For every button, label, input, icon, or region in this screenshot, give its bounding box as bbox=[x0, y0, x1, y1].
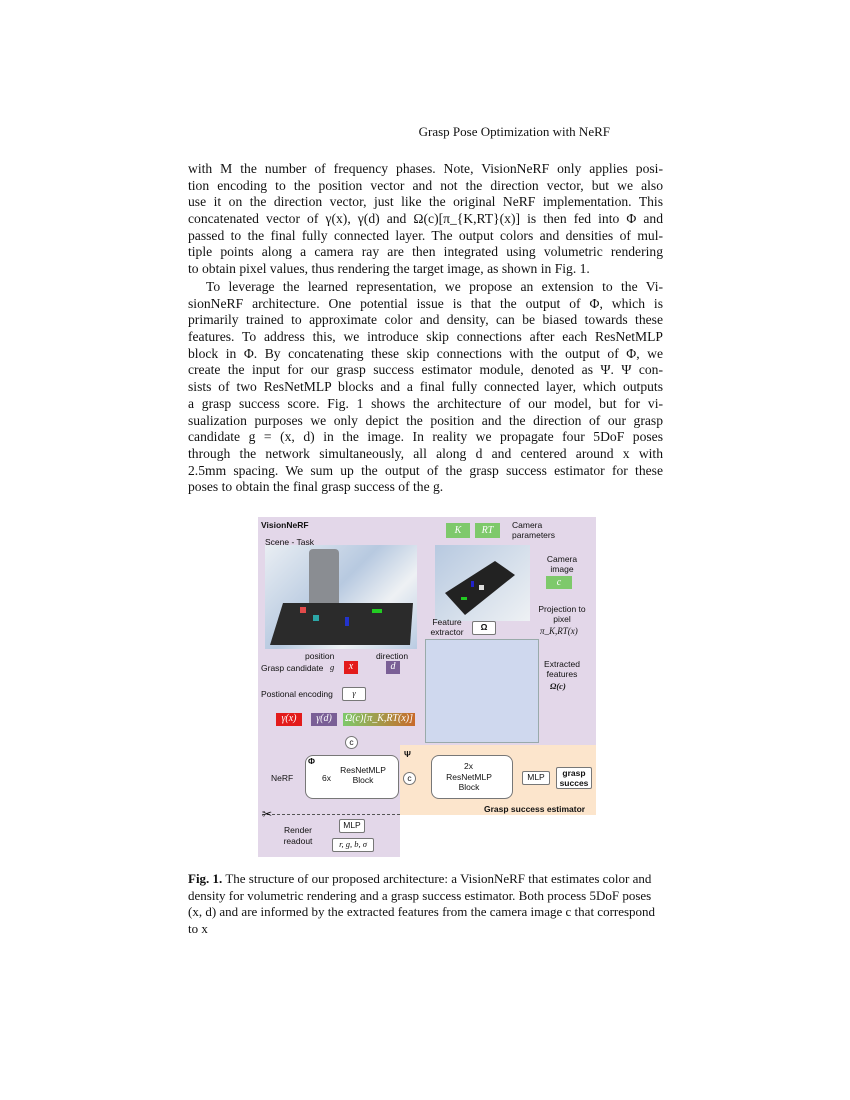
blank-region bbox=[400, 815, 596, 857]
text-line: a grasp success score. Fig. 1 shows the architecture of our model, but for vi- bbox=[188, 395, 663, 411]
projection-label: Projection to pixel bbox=[538, 604, 586, 624]
cut-line bbox=[262, 814, 400, 815]
nerf-label: NeRF bbox=[271, 773, 294, 783]
feature-extractor-label: Feature extractor bbox=[430, 617, 464, 637]
text-line: sists of two ResNetMLP blocks and a final fully connected layer, which outputs bbox=[188, 379, 663, 395]
render-mlp-box: MLP bbox=[339, 819, 365, 833]
gamma-x-box: γ(x) bbox=[276, 713, 302, 726]
omega-box: Ω bbox=[472, 621, 496, 635]
rt-box: RT bbox=[475, 523, 500, 538]
text-line: use it on the direction vector, just like the original NeRF implementation. This bbox=[188, 194, 663, 210]
visionnerf-label: VisionNeRF bbox=[261, 520, 309, 530]
extracted-features-label: Extracted features bbox=[544, 659, 580, 679]
text-line: create the input for our grasp success estimator module, denoted as Ψ. Ψ con- bbox=[188, 362, 663, 378]
psi-mlp-box: MLP bbox=[522, 771, 550, 785]
k-box: K bbox=[446, 523, 470, 538]
omega-c-label: Ω(c) bbox=[550, 681, 566, 691]
projection-math: π_K,RT(x) bbox=[540, 626, 578, 636]
text-line: tiple points along a camera ray are then integrated using volumetric rendering bbox=[188, 244, 663, 260]
x-box: x bbox=[344, 661, 358, 674]
d-box: d bbox=[386, 661, 400, 674]
text-line: with M the number of frequency phases. Note, VisionNeRF only applies posi- bbox=[188, 161, 663, 176]
scene-image bbox=[265, 545, 417, 649]
text-line: To leverage the learned representation, we propose an extension to the Vi- bbox=[206, 279, 663, 294]
paragraph-2 bbox=[188, 279, 663, 496]
two-x-label: 2x bbox=[464, 761, 473, 771]
psi-label: Ψ bbox=[404, 749, 411, 759]
caption-text: The structure of our proposed architecture: a VisionNeRF that estimates color and density for volumetric rendering and a grasp success estimator. Both process 5DoF poses (x, d) and are informed by the extracted features from the camera image c that correspond to x bbox=[188, 871, 656, 936]
psi-resnet-label: ResNetMLP Block bbox=[446, 772, 492, 792]
text-line: primarily trained to approximate color and density, can be biased towards these bbox=[188, 312, 663, 328]
paragraph-1 bbox=[188, 161, 663, 278]
scene-label: Scene - Task bbox=[265, 537, 314, 547]
camera-image-view bbox=[435, 545, 530, 621]
running-header: Grasp Pose Optimization with NeRF bbox=[418, 124, 610, 139]
rgb-sigma-output: r, g, b, σ bbox=[332, 838, 374, 852]
position-label: position bbox=[305, 651, 335, 661]
text-line: sualization purposes we only depict the position and the direction of our grasp bbox=[188, 412, 663, 428]
grasp-success-estimator-label: Grasp success estimator bbox=[484, 804, 586, 814]
figure-1 bbox=[258, 517, 596, 857]
text-line: poses to obtain the final grasp success of the g. bbox=[188, 479, 444, 495]
six-x-label: 6x bbox=[322, 773, 331, 783]
feature-volume bbox=[425, 639, 539, 743]
g-label: g bbox=[330, 662, 335, 672]
concat-node-2: c bbox=[403, 772, 416, 785]
text-line: candidate g = (x, d) in the image. In reality we propagate four 5DoF poses bbox=[188, 429, 663, 445]
gamma-box: γ bbox=[342, 687, 366, 701]
omega-projection-box: Ω(c)[π_K,RT(x)] bbox=[344, 713, 414, 724]
scissors-icon: ✂ bbox=[262, 807, 273, 821]
concat-node: c bbox=[345, 736, 358, 749]
camera-image-label: Camera image bbox=[546, 554, 578, 574]
text-line: through the network simultaneously, all along d and centered around x with bbox=[188, 445, 663, 461]
text-line: to obtain pixel values, thus rendering the target image, as shown in Fig. 1. bbox=[188, 261, 590, 277]
figure-caption bbox=[188, 871, 663, 937]
positional-encoding-label: Postional encoding bbox=[261, 689, 333, 699]
text-line: 2.5mm spacing. We sum up the output of the grasp success estimator for these bbox=[188, 462, 663, 478]
text-line: tion encoding to the position vector and not the direction vector, but we also bbox=[188, 177, 663, 193]
camera-parameters-label: Camera parameters bbox=[512, 520, 555, 540]
grasp-candidate-label: Grasp candidate bbox=[261, 663, 324, 673]
phi-label: Φ bbox=[308, 756, 315, 766]
gamma-d-box: γ(d) bbox=[311, 713, 337, 726]
text-line: passed to the final fully connected layer. The output colors and densities of mul- bbox=[188, 227, 663, 243]
nerf-resnet-label: ResNetMLP Block bbox=[340, 765, 386, 785]
text-line: sionNeRF architecture. One potential issue is that the output of Φ, which is bbox=[188, 295, 663, 311]
grasp-success-output: grasp succes bbox=[556, 767, 592, 789]
caption-label: Fig. 1. bbox=[188, 871, 223, 886]
text-line: block in Φ. By concatenating these skip connections with the output of Φ, we bbox=[188, 345, 663, 361]
direction-label: direction bbox=[376, 651, 409, 661]
render-readout-label: Render readout bbox=[283, 825, 313, 846]
text-line: concatenated vector of γ(x), γ(d) and Ω(c)[π_{K,RT}(x)] is then fed into Φ and bbox=[188, 211, 663, 227]
c-box: c bbox=[546, 576, 572, 589]
text-line: features. To address this, we introduce skip connections after each ResNetMLP bbox=[188, 329, 663, 345]
